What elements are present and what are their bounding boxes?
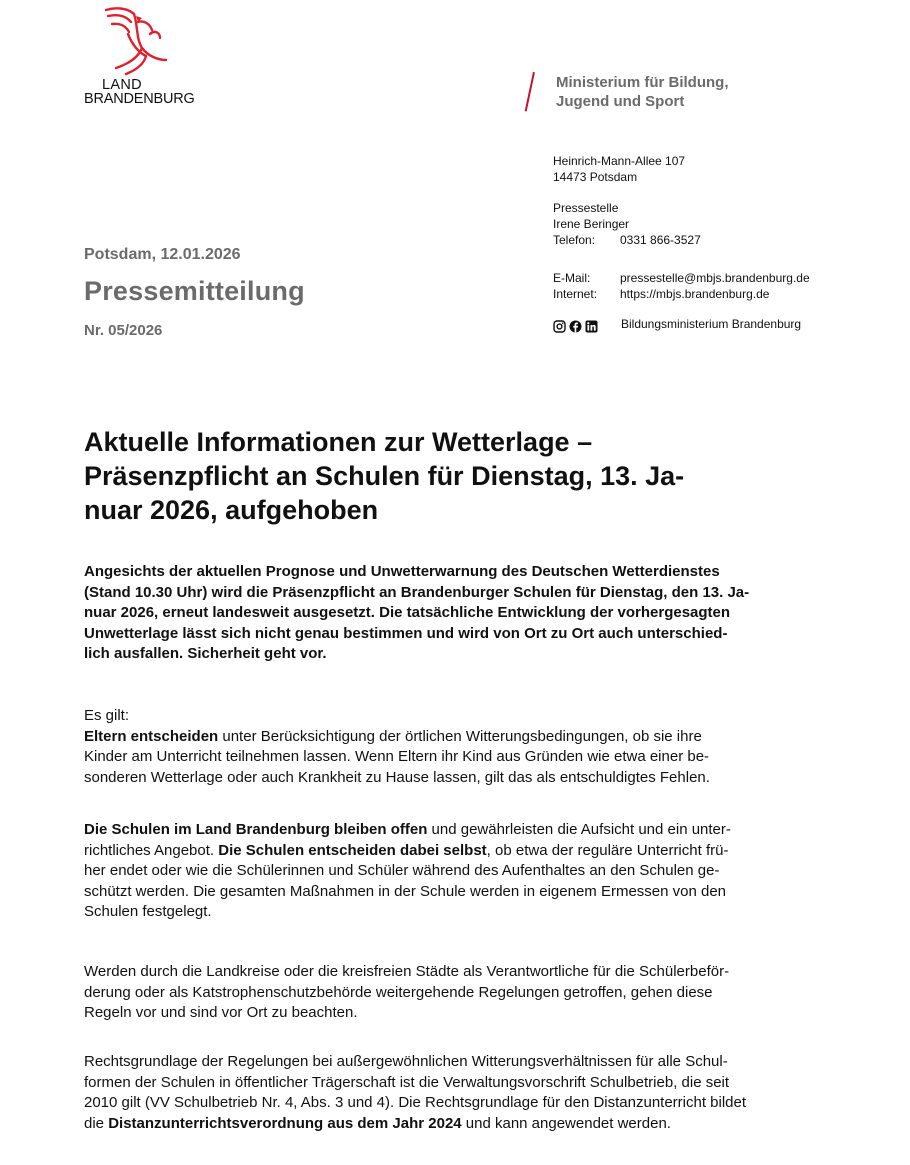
headline-line: Aktuelle Informationen zur Wetterlage – <box>84 427 593 457</box>
paragraph-line: Kinder am Unterricht teilnehmen lassen. Wenn Eltern ihr Kind aus Gründen wie etwa einer be- <box>84 748 710 765</box>
ministry-name-line1: Ministerium für Bildung, <box>556 74 729 91</box>
lead-line: Angesichts der aktuellen Prognose und Unwetterwarnung des Deutschen Wetterdienstes <box>84 563 720 580</box>
instagram-icon[interactable] <box>553 318 566 331</box>
facebook-icon[interactable] <box>569 318 582 331</box>
paragraph-line <box>84 841 824 862</box>
email-label: E-Mail: <box>553 271 591 285</box>
paragraph-line: schützt werden. Die gesamten Maßnahmen in der Schule werden in eigenem Ermessen von den <box>84 882 727 900</box>
social-account-name: Bildungsministerium Brandenburg <box>621 317 802 331</box>
paragraph-line <box>84 820 824 841</box>
paragraph-line: Schulen festgelegt. <box>84 903 212 920</box>
brandenburg-logo <box>84 4 224 110</box>
paragraph-line: sonderen Wetterlage oder auch Krankheit zu Hause lassen, gilt das als entschuldigtes Fehlen. <box>84 768 710 786</box>
linkedin-icon[interactable] <box>585 318 598 331</box>
paragraph-intro: Es gilt: <box>84 707 130 724</box>
paragraph-parents <box>84 706 824 788</box>
address-block <box>553 153 685 185</box>
bold-phrase: Die Schulen im Land Brandenburg bleiben offen <box>84 821 428 838</box>
email-address[interactable]: pressestelle@mbjs.brandenburg.de <box>620 271 810 285</box>
headline <box>84 425 804 527</box>
press-release-number: Nr. 05/2026 <box>84 322 163 339</box>
logo-text-brandenburg: BRANDENBURG <box>84 91 195 107</box>
text-run: , ob etwa der reguläre Unterricht frü- <box>486 841 729 859</box>
internet-label: Internet: <box>553 287 598 301</box>
paragraph-line: her endet oder wie die Schülerinnen und Schüler während des Aufenthaltes an den Schulen ge- <box>84 862 720 879</box>
lead-paragraph <box>84 562 824 665</box>
paragraph-line: derung oder als Katstrophenschutzbehörde weitergehende Regelungen getroffen, gehen diese <box>84 983 713 1001</box>
press-contact-person: Irene Beringer <box>553 217 630 231</box>
paragraph-line: Rechtsgrundlage der Regelungen bei außergewöhnlichen Witterungsverhältnissen für alle Schul- <box>84 1053 728 1070</box>
logo-text-land: LAND <box>102 77 142 93</box>
online-contact-block <box>553 270 810 302</box>
paragraph-schools <box>84 820 824 923</box>
paragraph-line <box>84 1114 824 1135</box>
internet-row <box>553 286 810 302</box>
text-run: unter Berücksichtigung der örtlichen Witterungsbedingungen, ob sie ihre <box>218 727 702 745</box>
eagle-icon <box>98 4 170 78</box>
text-run: und kann angewendet werden. <box>461 1114 671 1132</box>
lead-line: Unwetterlage lässt sich nicht genau bestimmen und wird von Ort zu Ort auch unterschied- <box>84 624 728 642</box>
press-office-label: Pressestelle <box>553 201 619 215</box>
paragraph-line: 2010 gilt (VV Schulbetrieb Nr. 4, Abs. 3 und 4). Die Rechtsgrundlage für den Distanzunterricht bildet <box>84 1094 747 1111</box>
headline-line: Präsenzpflicht an Schulen für Dienstag, 13. Ja- <box>84 461 685 491</box>
paragraph-line: Regeln vor und sind vor Ort zu beachten. <box>84 1004 358 1021</box>
phone-number: 0331 866-3527 <box>620 233 701 247</box>
paragraph-line <box>84 727 824 748</box>
press-date: Potsdam, 12.01.2026 <box>84 246 241 263</box>
headline-line: nuar 2026, aufgehoben <box>84 495 379 525</box>
bold-phrase: Eltern entscheiden <box>84 727 219 745</box>
address-city: 14473 Potsdam <box>553 170 638 184</box>
press-release-title: Pressemitteilung <box>84 276 305 306</box>
bold-phrase: Die Schulen entscheiden dabei selbst <box>218 841 487 859</box>
email-row <box>553 270 810 286</box>
bold-phrase: Distanzunterrichtsverordnung aus dem Jahr 2024 <box>108 1114 462 1132</box>
ministry-name-line2: Jugend und Sport <box>556 93 685 110</box>
lead-line: nuar 2026, erneut landesweit ausgesetzt. Die tatsächliche Entwicklung der vorhergesagten <box>84 604 731 621</box>
press-office-block <box>553 200 701 248</box>
ministry-accent-bar <box>525 72 535 112</box>
paragraph-legal-basis <box>84 1052 824 1134</box>
lead-line: (Stand 10.30 Uhr) wird die Präsenzpflicht an Brandenburger Schulen für Dienstag, den 13. Ja- <box>84 583 750 601</box>
phone-label: Telefon: <box>553 233 596 247</box>
paragraph-line: Werden durch die Landkreise oder die kreisfreien Städte als Verantwortliche für die Schülerbeför- <box>84 963 730 980</box>
text-run: die <box>84 1114 109 1132</box>
phone-row <box>553 232 701 248</box>
address-street: Heinrich-Mann-Allee 107 <box>553 154 686 168</box>
lead-line: lich ausfallen. Sicherheit geht vor. <box>84 645 327 662</box>
website-link[interactable]: https://mbjs.brandenburg.de <box>620 287 770 301</box>
text-run: und gewährleisten die Aufsicht und ein unter- <box>427 821 731 838</box>
paragraph-line: formen der Schulen in öffentlicher Trägerschaft ist die Verwaltungsvorschrift Schulbetrieb, die seit <box>84 1073 730 1091</box>
text-run: richtliches Angebot. <box>84 841 219 859</box>
social-icons <box>553 317 598 331</box>
paragraph-authorities <box>84 962 824 1024</box>
ministry-name <box>556 73 729 111</box>
